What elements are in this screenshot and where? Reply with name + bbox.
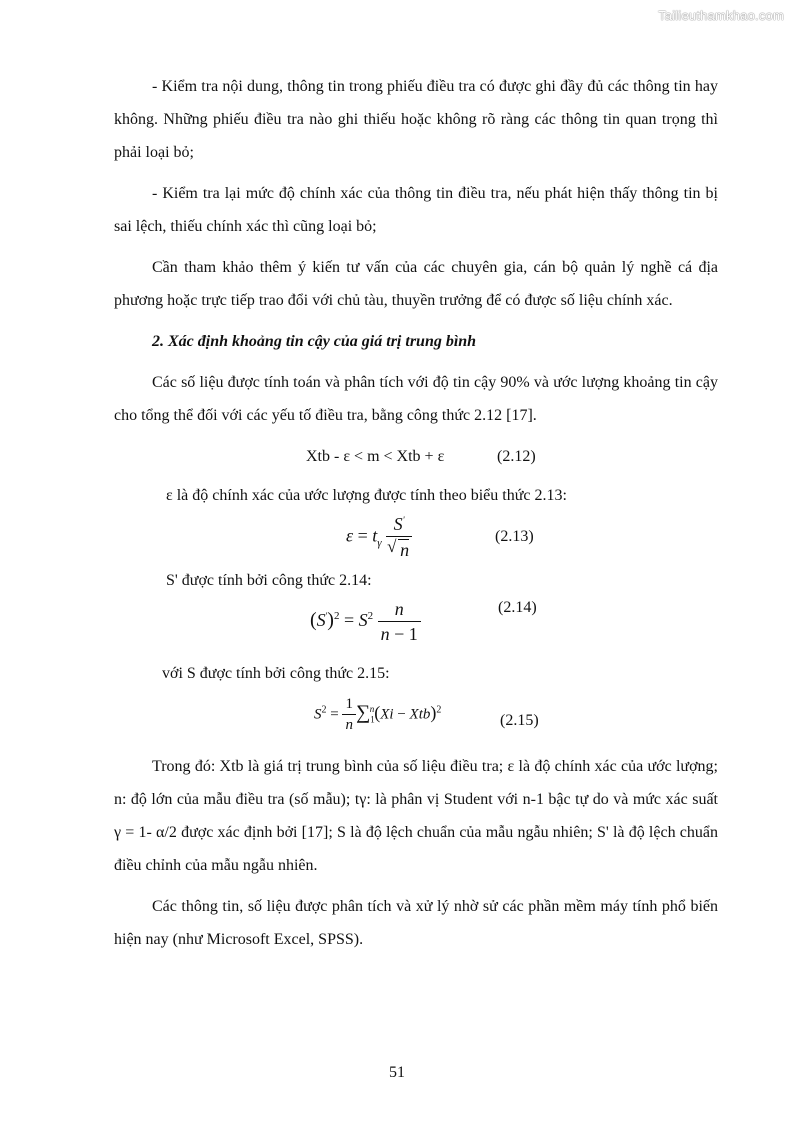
paragraph-variable-definitions: Trong đó: Xtb là giá trị trung bình của số liệu điều tra; ε là độ chính xác của ước lượng; n: độ lớn của mẫu điều tra (số mẫu); tγ: là phân vị Student với n-1 bậc tự do và mức xác suất γ = 1- α/2 được xác định bởi [17]; S là độ lệch chuẩn của mẫu ngẫu nhiên; S' là độ lệch chuẩn điều chỉnh của mẫu ngẫu nhiên. xyxy=(114,758,718,874)
equation-2-12-number: (2.12) xyxy=(497,448,536,465)
equation-2-15-formula: $S^2$ = $\frac{1}{n}$ $\sum_1^n(Xi - Xtb)^2$ xyxy=(314,696,442,733)
paragraph-check-content: - Kiểm tra nội dung, thông tin trong phiếu điều tra có được ghi đầy đủ các thông tin hay không. Những phiếu điều tra nào ghi thiếu hoặc không rõ ràng các thông tin quan trọng thì phải loại bỏ; xyxy=(114,78,718,161)
page-number: 51 xyxy=(389,1064,405,1081)
equation-2-13-intro: ε là độ chính xác của ước lượng được tính theo biểu thức 2.13: xyxy=(166,487,567,504)
paragraph-software: Các thông tin, số liệu được phân tích và xử lý nhờ sử các phần mềm máy tính phổ biến hiện nay (như Microsoft Excel, SPSS). xyxy=(114,898,718,948)
paragraph-confidence-interval: Các số liệu được tính toán và phân tích với độ tin cậy 90% và ước lượng khoảng tin cậy cho tổng thể đối với các yếu tố điều tra, bằng công thức 2.12 [17]. xyxy=(114,374,718,424)
page-content xyxy=(114,70,718,964)
equation-2-15-intro: với S được tính bởi công thức 2.15: xyxy=(162,665,390,682)
equation-2-14 xyxy=(114,599,718,657)
equation-2-15 xyxy=(114,692,718,750)
watermark: Tailieuthamkhao.com xyxy=(658,8,784,23)
equation-2-13-formula: $\varepsilon = t_\gamma$ S' √ n xyxy=(346,514,412,561)
equation-2-15-number: (2.15) xyxy=(500,712,539,729)
equation-2-14-formula: $(S')^2 = S^2$ $\frac{n}{n - 1}$ xyxy=(310,599,421,645)
equation-2-12 xyxy=(114,440,718,473)
equation-2-13 xyxy=(114,514,718,564)
equation-2-14-intro: S' được tính bởi công thức 2.14: xyxy=(166,572,372,589)
paragraph-check-accuracy: - Kiểm tra lại mức độ chính xác của thông tin điều tra, nếu phát hiện thấy thông tin bị sai lệch, thiếu chính xác thì cũng loại bỏ; xyxy=(114,185,718,235)
paragraph-consult-experts: Cần tham khảo thêm ý kiến tư vấn của các chuyên gia, cán bộ quản lý nghề cá địa phương hoặc trực tiếp trao đổi với chủ tàu, thuyền trưởng để có được số liệu chính xác. xyxy=(114,259,718,309)
equation-2-14-number: (2.14) xyxy=(498,599,537,616)
equation-2-12-expression: Xtb - ε < m < Xtb + ε xyxy=(306,448,445,465)
section-heading: 2. Xác định khoảng tin cậy của giá trị trung bình xyxy=(152,333,477,350)
equation-2-13-number: (2.13) xyxy=(495,528,534,545)
